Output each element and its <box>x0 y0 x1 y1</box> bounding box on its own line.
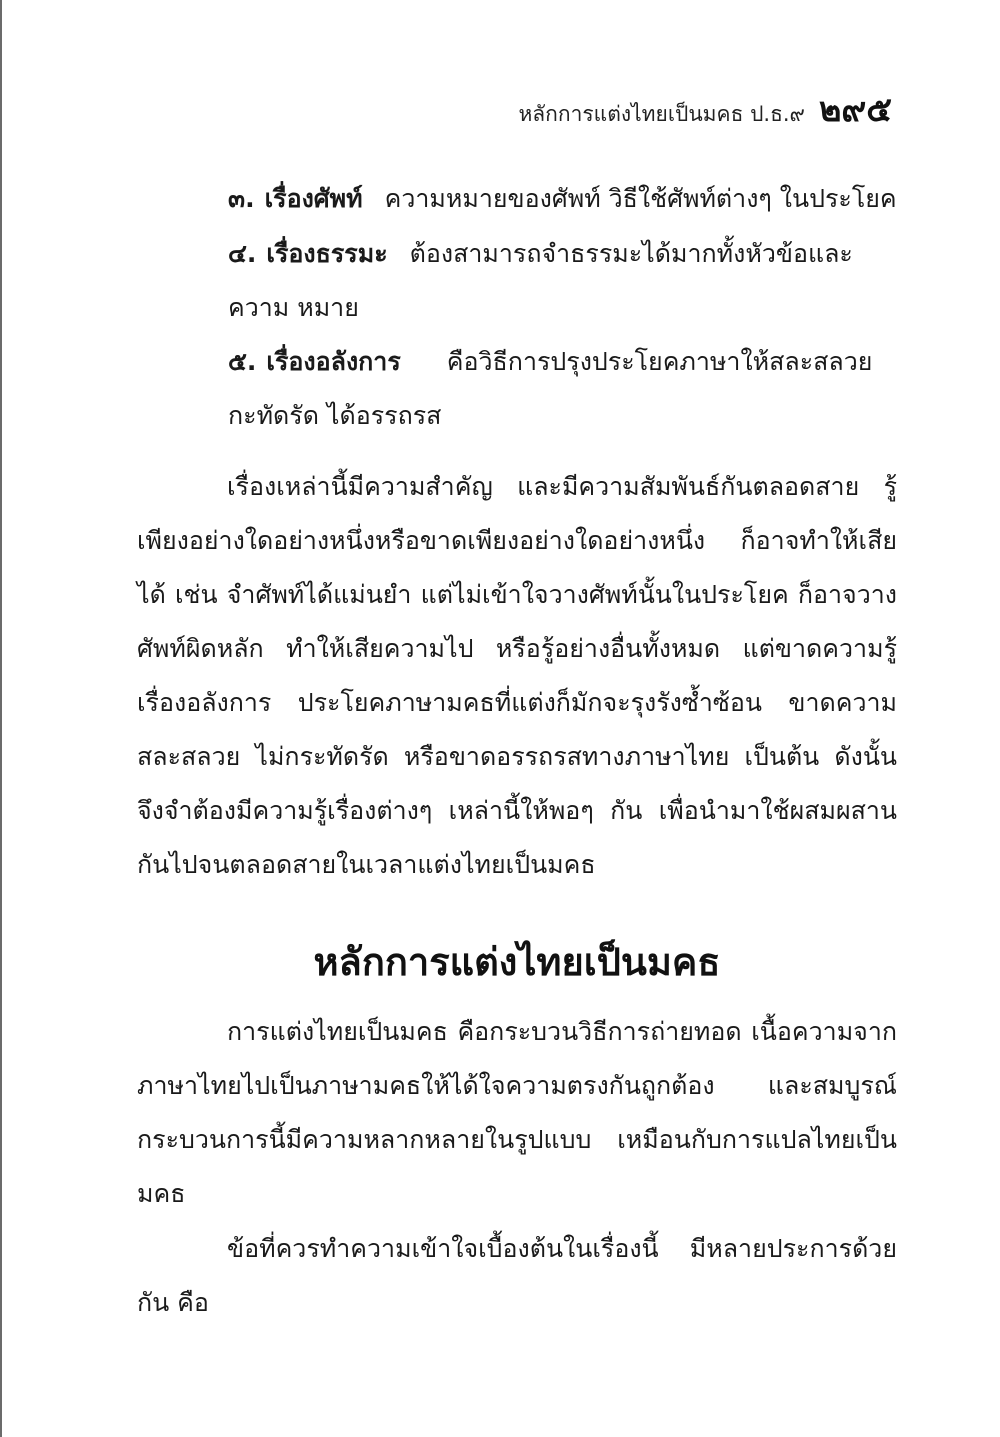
list-item-number: ๔. <box>228 239 257 268</box>
list-item-rhetoric <box>228 335 898 389</box>
section-heading: หลักการแต่งไทยเป็นมคธ <box>313 940 721 984</box>
list-item-dhamma <box>228 227 900 335</box>
page-header <box>518 82 892 136</box>
list-item-rhetoric-continuation: กะทัดรัด ได้อรรถรส <box>228 401 442 430</box>
list-item-description: ความหมายของศัพท์ วิธีใช้ศัพท์ต่างๆ ในประโยค <box>384 184 897 213</box>
paragraph-definition: การแต่งไทยเป็นมคธ คือกระบวนวิธีการถ่ายทอด เนื้อความจากภาษาไทยไปเป็นภาษามคธให้ได้ใจความตรงกันถูกต้อง และสมบูรณ์ กระบวนการนี้มีความหลากหลายในรูปแบบ เหมือนกับการแปลไทยเป็นมคธ <box>137 1017 897 1208</box>
paragraph-importance: เรื่องเหล่านี้มีความสำคัญ และมีความสัมพันธ์กันตลอดสาย รู้เพียงอย่างใดอย่างหนึ่งหรือขาดเพียงอย่างใดอย่างหนึ่ง ก็อาจทำให้เสียได้ เช่น จำศัพท์ได้แม่นยำ แต่ไม่เข้าใจวางศัพท์นั้นในประโยค ก็อาจวางศัพท์ผิดหลัก ทำให้เสียความไป หรือรู้อย่างอื่นทั้งหมด แต่ขาดความรู้เรื่องอลังการ ประโยคภาษามคธที่แต่งก็มักจะรุงรังซ้ำซ้อน ขาดความสละสลวย ไม่กระทัดรัด หรือขาดอรรถรสทางภาษาไทย เป็นต้น ดังนั้น จึงจำต้องมีความรู้เรื่องต่างๆ เหล่านี้ให้พอๆ กัน เพื่อนำมาใช้ผสมผสานกันไปจนตลอดสายในเวลาแต่งไทยเป็นมคธ <box>137 472 897 879</box>
page-number: ๒๙๕ <box>818 90 892 130</box>
list-item-number: ๓. <box>228 184 255 213</box>
list-item-description: ต้องสามารถจำธรรมะได้มากทั้งหัวข้อและความ หมาย <box>228 239 853 322</box>
list-item-term: เรื่องศัพท์ <box>264 184 363 213</box>
list-item-term: เรื่องอลังการ <box>266 347 401 376</box>
list-item-term: เรื่องธรรมะ <box>266 239 388 268</box>
list-item-description: คือวิธีการปรุงประโยคภาษาให้สละสลวย <box>446 347 873 376</box>
list-item-vocabulary <box>228 172 898 226</box>
running-head: หลักการแต่งไทยเป็นมคธ ป.ธ.๙ <box>518 102 805 126</box>
paragraph-points: ข้อที่ควรทำความเข้าใจเบื้องต้นในเรื่องนี้ มีหลายประการด้วยกัน คือ <box>137 1234 897 1317</box>
list-item-number: ๕. <box>228 347 257 376</box>
page-edge-rule <box>0 0 2 1437</box>
